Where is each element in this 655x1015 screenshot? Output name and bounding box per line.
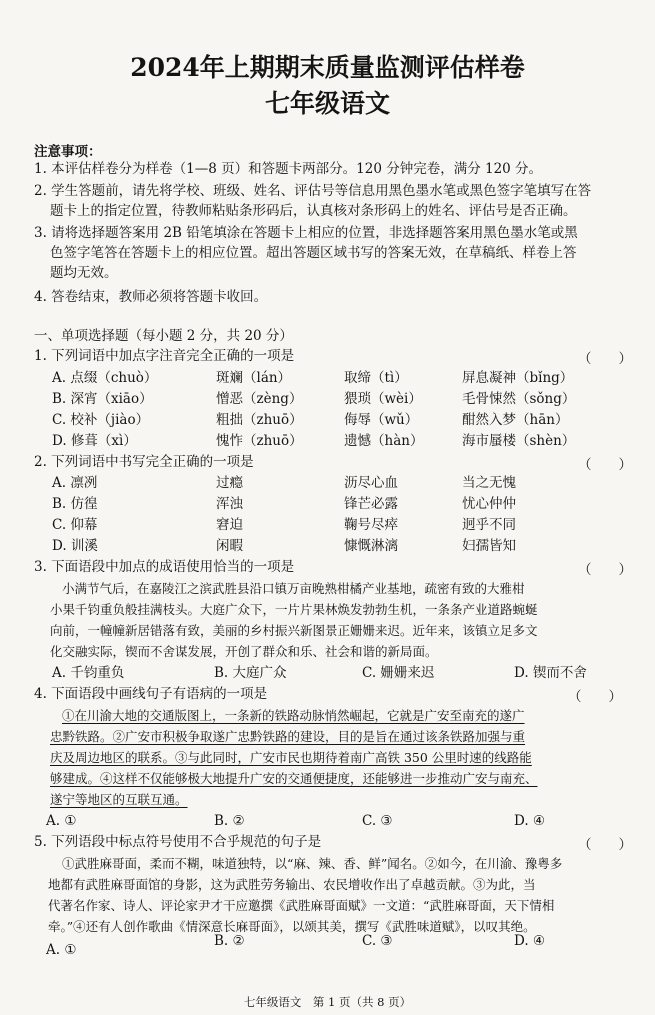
q2-option: 闲暇	[216, 538, 243, 554]
q5-option: A. ①	[46, 942, 77, 958]
q3-option: C. 姗姗来迟	[362, 665, 435, 681]
question-3-stem: 3. 下面语段中加点的成语使用恰当的一项是	[34, 559, 295, 575]
q1-option: 毛骨悚然（sǒng）	[462, 391, 576, 407]
q3-passage-line: 小果千钧重负般挂满枝头。大庭广众下，一片片果林焕发勃勃生机，一条条产业道路蜿蜒	[50, 602, 538, 617]
q2-option: 过瘾	[216, 475, 243, 491]
notice-line: 色签字笔答在答题卡上的相应位置。超出答题区域书写的答案无效，在草稿纸、样卷上答	[50, 245, 577, 261]
q2-option: B. 仿徨	[52, 496, 98, 512]
question-2-stem: 2. 下列词语中书写完全正确的一项是	[34, 454, 254, 470]
q5-option: C. ③	[362, 933, 393, 949]
q4-passage-line: 遂宁等地区的互联互通。	[50, 792, 188, 807]
q1-option: B. 深宵（xiāo）	[52, 391, 153, 407]
q4-option: D. ④	[514, 813, 546, 829]
q2-option: 忧心仲仲	[462, 496, 516, 512]
notice-line: 4. 答卷结束，教师必须将答题卡收回。	[34, 289, 268, 305]
q5-option: D. ④	[514, 933, 546, 949]
q1-option: 遗憾（hàn）	[344, 433, 424, 449]
notice-line: 3. 请将选择题答案用 2B 铅笔填涂在答题卡上相应的位置，非选择题答案用黑色墨水笔或黑	[34, 225, 578, 241]
q5-passage-line: 地都有武胜麻哥面馆的身影，这为武胜劳务输出、农民增收作出了卓越贡献。③为此，当	[48, 877, 536, 892]
q5-option: B. ②	[214, 933, 245, 949]
notice-heading: 注意事项：	[34, 144, 102, 160]
notice-line: 1. 本评估样卷分为样卷（1—8 页）和答题卡两部分。120 分钟完卷，满分 120 分。	[34, 161, 543, 177]
answer-paren: （ ）	[578, 351, 632, 367]
q3-option: A. 千钧重负	[52, 665, 125, 681]
notice-line: 题卡上的指定位置，待教师粘贴条形码后，认真核对条形码上的姓名、评估号是否正确。	[50, 203, 577, 219]
q3-passage-line: 向前，一幢幢新居错落有致，美丽的乡村振兴新图景正姗姗来迟。近年来，该镇立足多文	[50, 623, 538, 638]
q2-option: 鞠号尽瘁	[344, 517, 398, 533]
notice-line: 2. 学生答题前，请先将学校、班级、姓名、评估号等信息用黑色墨水笔或黑色签字笔填写在答	[34, 183, 592, 199]
q3-passage-line: 化交融实际，锲而不舍谋发展，开创了群众和乐、社会和谐的新局面。	[50, 644, 438, 659]
question-4-stem: 4. 下面语段中画线句子有语病的一项是	[34, 686, 268, 702]
q1-option: 屏息凝神（bǐng）	[462, 370, 574, 386]
q4-passage-line: ①在川渝大地的交通版图上，一条新的铁路动脉悄然崛起，它就是广安至南充的遂广	[62, 708, 525, 723]
q2-option: D. 训溪	[52, 538, 98, 554]
q1-option: 憎恶（zèng）	[216, 391, 303, 407]
q2-option: 浑浊	[216, 496, 243, 512]
q2-option: 妇孺皆知	[462, 538, 516, 554]
q5-passage-line: 牵。”④还有人创作歌曲《情深意长麻哥面》，以颂其美，撰写《武胜味道赋》，以叹其绝。	[48, 919, 536, 934]
q4-passage-line: 够建成。④这样不仅能够极大地提升广安的交通便捷度，还能够进一步推动广安与南充、	[50, 771, 538, 786]
q4-passage-line: 忠黔铁路。②广安市积极争取遂广忠黔铁路的建设，目的是旨在通过该条铁路加强与重	[50, 729, 526, 744]
q2-option: 锋芒必露	[344, 496, 398, 512]
q1-option: 酣然入梦（hān）	[462, 412, 569, 428]
q4-option: B. ②	[214, 813, 245, 829]
q2-option: 慷慨淋漓	[344, 538, 398, 554]
q2-option: A. 凛冽	[52, 475, 98, 491]
answer-paren: （ ）	[578, 562, 632, 578]
q4-option: C. ③	[362, 813, 393, 829]
answer-paren: （ ）	[578, 457, 632, 473]
q5-passage-line: ①武胜麻哥面，柔而不糊，味道独特，以“麻、辣、香、鲜”闻名。②如今，在川渝、豫粤多	[62, 856, 563, 871]
q1-option: 取缔（tì）	[344, 370, 408, 386]
q2-option: 当之无愧	[462, 475, 516, 491]
answer-paren: （ ）	[578, 837, 632, 853]
q1-option: D. 修葺（xì）	[52, 433, 137, 449]
q1-option: 斑斓（lán）	[216, 370, 292, 386]
q1-option: 粗拙（zhuō）	[216, 412, 303, 428]
q2-option: 沥尽心血	[344, 475, 398, 491]
page-footer: 七年级语文 第 1 页（共 8 页）	[243, 995, 412, 1009]
question-1-stem: 1. 下列词语中加点字注音完全正确的一项是	[34, 348, 295, 364]
notice-line: 题均无效。	[50, 265, 118, 281]
q3-option: D. 锲而不舍	[514, 665, 587, 681]
q2-option: 窘迫	[216, 517, 243, 533]
q1-option: A. 点缀（chuò）	[52, 370, 158, 386]
answer-paren: （ ）	[568, 689, 622, 705]
q2-option: C. 仰幕	[52, 517, 98, 533]
q1-option: 侮辱（wǔ）	[344, 412, 419, 428]
q2-option: 迥乎不同	[462, 517, 516, 533]
q4-option: A. ①	[46, 813, 77, 829]
q1-option: 海市蜃楼（shèn）	[462, 433, 576, 449]
q1-option: C. 校补（jiào）	[52, 412, 150, 428]
exam-subtitle: 七年级语文	[264, 89, 390, 118]
q3-passage-line: 小满节气后，在嘉陵江之滨武胜县沿口镇万亩晚熟柑橘产业基地，疏密有致的大雅柑	[62, 581, 525, 596]
q4-passage-line: 庆及周边地区的联系。③与此同时，广安市民也期待着南广高铁 350 公里时速的线路能	[50, 750, 532, 765]
q1-option: 愧怍（zhuō）	[216, 433, 303, 449]
q3-option: B. 大庭广众	[214, 665, 287, 681]
exam-title: 2024年上期期末质量监测评估样卷	[130, 53, 525, 82]
q5-passage-line: 代著名作家、诗人、评论家尹才干应邀撰《武胜麻哥面赋》一文道：“武胜麻哥面，天下情相	[48, 898, 555, 913]
q1-option: 猥琐（wèi）	[344, 391, 422, 407]
section-heading: 一、单项选择题（每小题 2 分，共 20 分）	[34, 328, 293, 344]
question-5-stem: 5. 下列语段中标点符号使用不合乎规范的句子是	[34, 834, 322, 850]
